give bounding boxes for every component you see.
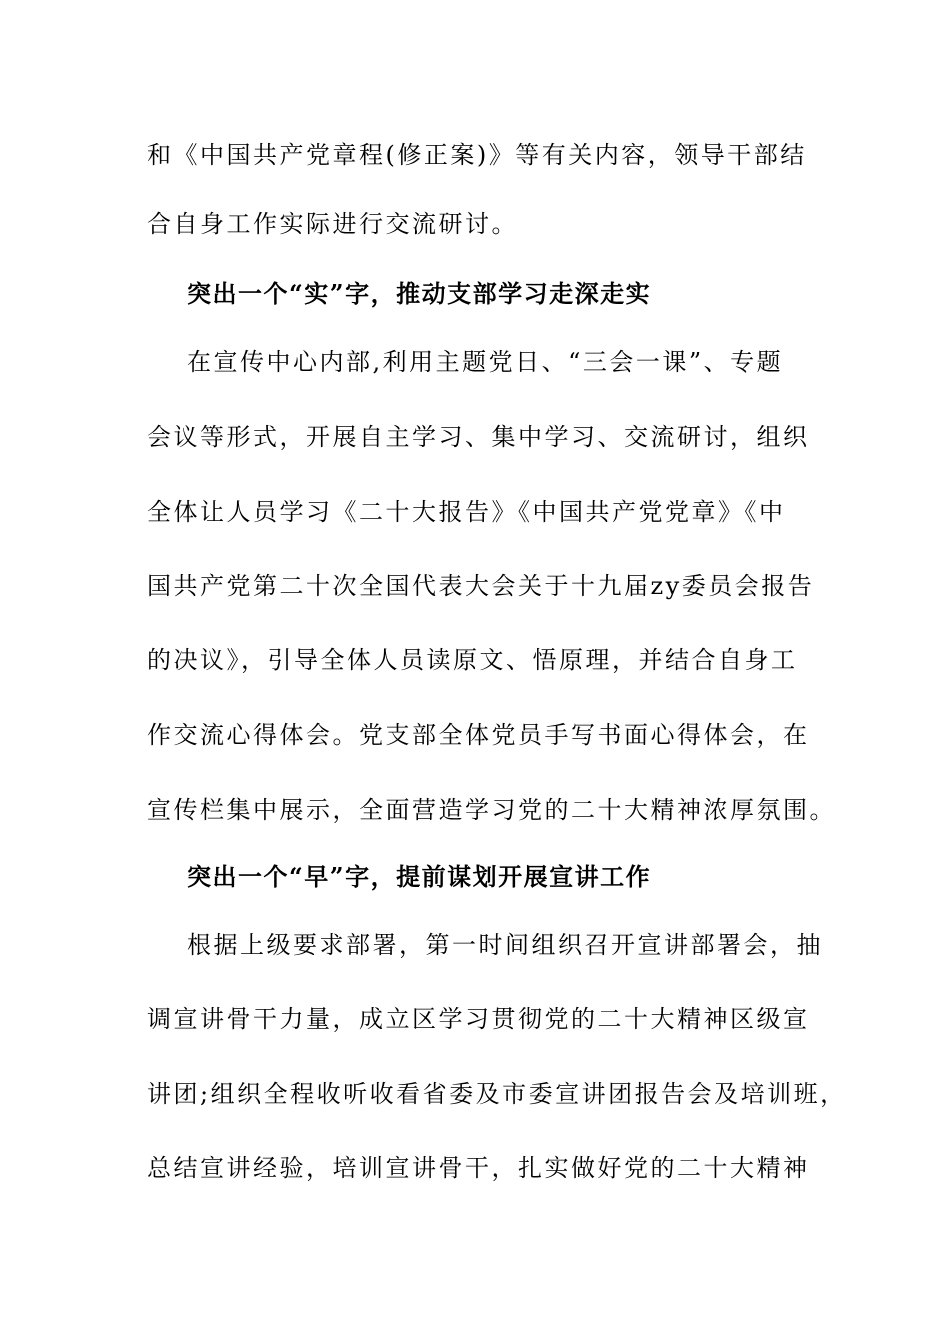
body-text-line: 国共产党第二十次全国代表大会关于十九届zy委员会报告 [147, 572, 815, 600]
body-text-line: 会议等形式，开展自主学习、集中学习、交流研讨，组织 [147, 423, 810, 451]
body-text-line: 作交流心得体会。党支部全体党员手写书面心得体会，在 [147, 721, 810, 749]
body-text-line: 宣传栏集中展示，全面营造学习党的二十大精神浓厚氛围。 [147, 796, 836, 824]
body-text-line: 和《中国共产党章程(修正案)》等有关内容，领导干部结 [147, 141, 807, 169]
body-text-line: 全体让人员学习《二十大报告》《中国共产党党章》《中 [147, 498, 786, 526]
section-heading: 突出一个“早”字，提前谋划开展宣讲工作 [187, 862, 652, 891]
body-text-line: 讲团;组织全程收听收看省委及市委宣讲团报告会及培训班， [147, 1080, 847, 1108]
paragraph-first-line: 在宣传中心内部,利用主题党日、“三会一课”、专题 [187, 348, 784, 376]
body-text-line: 总结宣讲经验，培训宣讲骨干，扎实做好党的二十大精神 [147, 1154, 810, 1182]
body-text-line: 合自身工作实际进行交流研讨。 [147, 210, 518, 238]
body-text-line: 的决议》，引导全体人员读原文、悟原理，并结合自身工 [147, 646, 798, 674]
section-heading: 突出一个“实”字，推动支部学习走深走实 [187, 279, 652, 308]
paragraph-first-line: 根据上级要求部署，第一时间组织召开宣讲部署会，抽 [187, 931, 823, 959]
body-text-line: 调宣讲骨干力量，成立区学习贯彻党的二十大精神区级宣 [147, 1005, 810, 1033]
